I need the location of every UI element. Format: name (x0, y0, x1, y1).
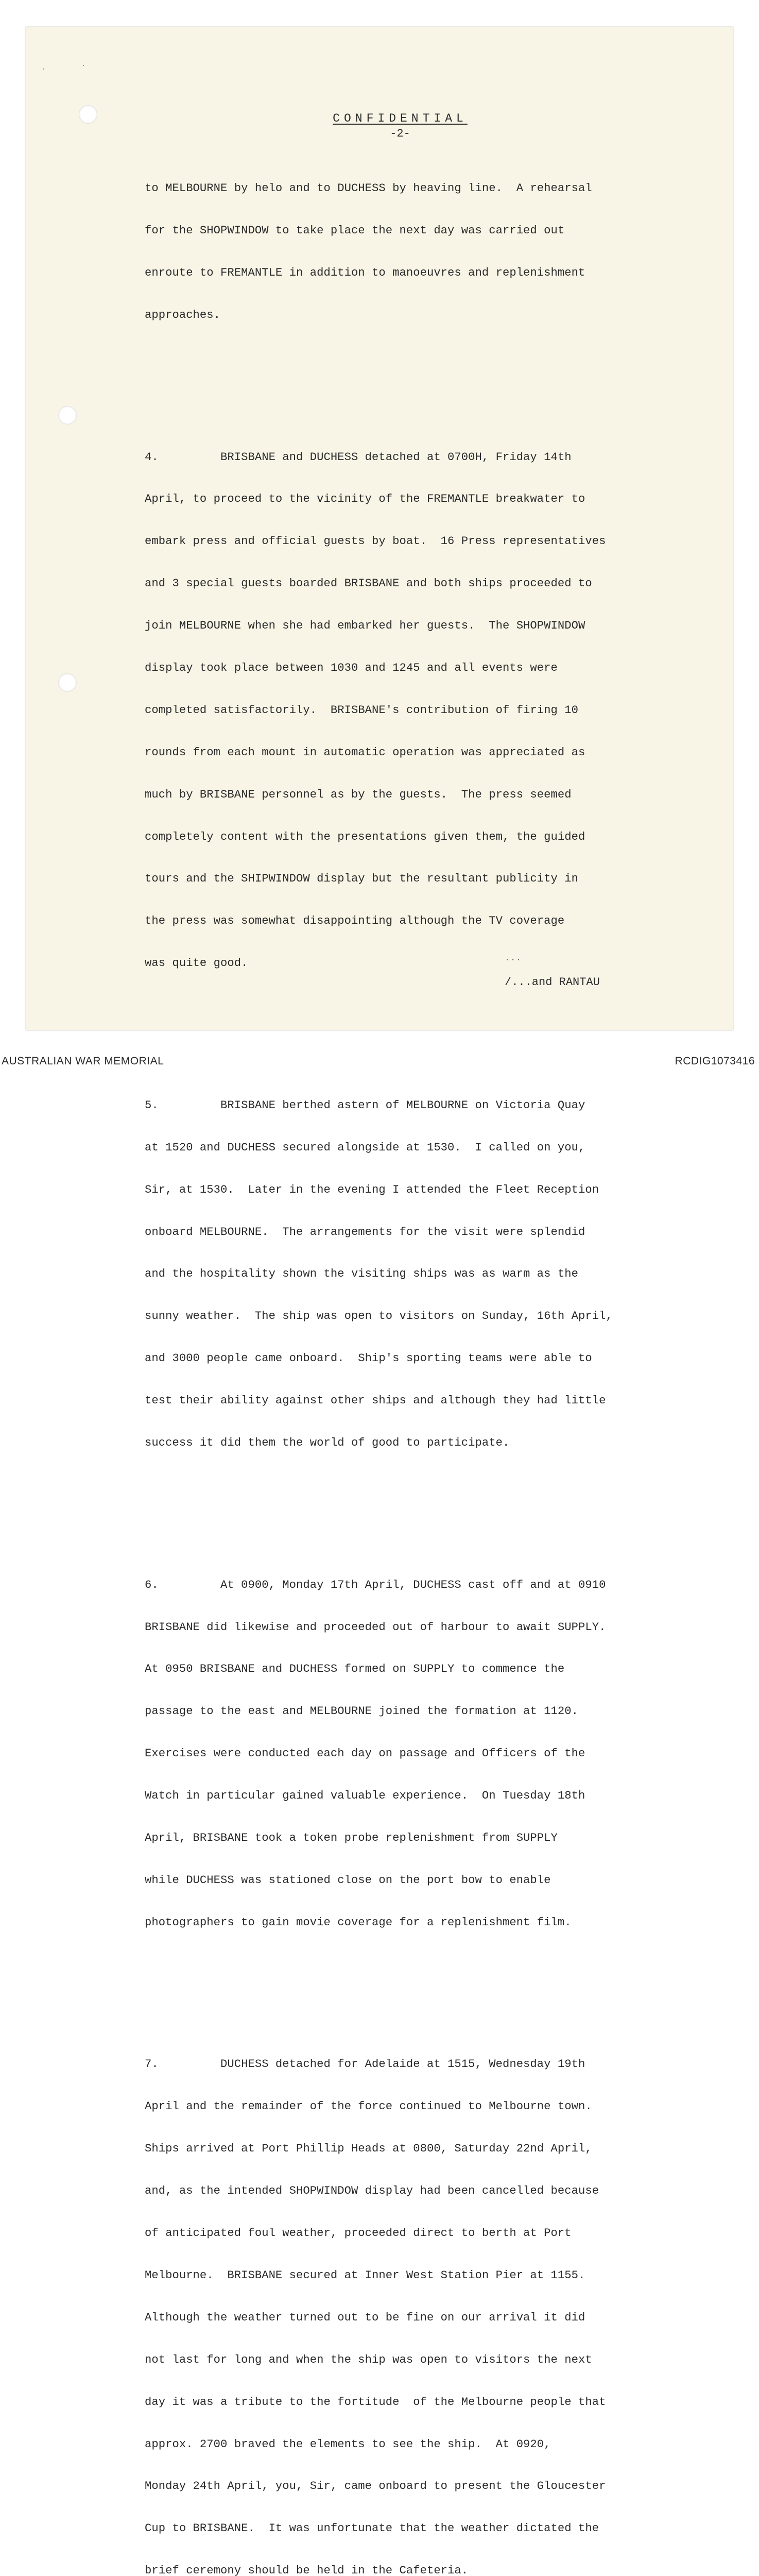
text-line: and, as the intended SHOPWINDOW display had been cancelled because (145, 2184, 599, 2198)
text-line: and the hospitality shown the visiting ships was as warm as the (145, 1267, 578, 1281)
text-line: of anticipated foul weather, proceeded direct to berth at Port (145, 2227, 572, 2240)
continuation-dots: ... (505, 953, 522, 963)
text-line: April, to proceed to the vicinity of the FREMANTLE breakwater to (145, 493, 585, 506)
text-line: and 3 special guests boarded BRISBANE and both ships proceeded to (145, 577, 592, 590)
text-line: April and the remainder of the force continued to Melbourne town. (145, 2100, 592, 2113)
text-line: 6. At 0900, Monday 17th April, DUCHESS cast off and at 0910 (145, 1578, 606, 1591)
paragraph-7 (145, 2029, 647, 2576)
text-line: BRISBANE did likewise and proceeded out of harbour to await SUPPLY. (145, 1620, 606, 1634)
text-line: passage to the east and MELBOURNE joined the formation at 1120. (145, 1705, 578, 1718)
text-line: Monday 24th April, you, Sir, came onboard to present the Gloucester (145, 2480, 606, 2493)
page-number: -2- (390, 127, 410, 140)
paragraph-6 (145, 1550, 647, 1958)
paragraph-4 (145, 422, 647, 998)
text-line: enroute to FREMANTLE in addition to manoeuvres and replenishment (145, 266, 585, 279)
text-line: while DUCHESS was stationed close on the port bow to enable (145, 1873, 551, 1887)
text-line: sunny weather. The ship was open to visitors on Sunday, 16th April, (145, 1310, 613, 1323)
text-line: display took place between 1030 and 1245 and all events were (145, 661, 558, 674)
text-line: Although the weather turned out to be fine on our arrival it did (145, 2311, 585, 2324)
punch-hole-middle (58, 406, 77, 425)
text-line: 7. DUCHESS detached for Adelaide at 1515, Wednesday 19th (145, 2058, 585, 2071)
document-body (145, 125, 647, 2576)
text-line: to MELBOURNE by helo and to DUCHESS by heaving line. A rehearsal (145, 182, 592, 195)
continuation-marker: /...and RANTAU (505, 976, 600, 989)
text-line: approaches. (145, 308, 221, 321)
text-line: was quite good. (145, 957, 248, 970)
text-line: Watch in particular gained valuable experience. On Tuesday 18th (145, 1789, 585, 1803)
text-line: at 1520 and DUCHESS secured alongside at 1530. I called on you, (145, 1141, 585, 1154)
paragraph-continued (145, 154, 647, 350)
text-line: and 3000 people came onboard. Ship's sporting teams were able to (145, 1352, 592, 1365)
text-line: At 0950 BRISBANE and DUCHESS formed on SUPPLY to commence the (145, 1663, 565, 1676)
text-line: 5. BRISBANE berthed astern of MELBOURNE on Victoria Quay (145, 1098, 585, 1112)
text-line: Ships arrived at Port Phillip Heads at 0800, Saturday 22nd April, (145, 2142, 592, 2156)
text-line: embark press and official guests by boat. 16 Press representatives (145, 535, 606, 548)
text-line: completed satisfactorily. BRISBANE's contribution of firing 10 (145, 703, 578, 717)
text-line: Sir, at 1530. Later in the evening I attended the Fleet Reception (145, 1183, 599, 1196)
archive-credit: AUSTRALIAN WAR MEMORIAL (2, 1055, 164, 1067)
text-line: much by BRISBANE personnel as by the guests. The press seemed (145, 788, 572, 801)
text-line: 4. BRISBANE and DUCHESS detached at 0700H, Friday 14th (145, 450, 572, 464)
text-line: join MELBOURNE when she had embarked her guests. The SHOPWINDOW (145, 619, 585, 633)
paper-speck: · (41, 65, 46, 74)
text-line: April, BRISBANE took a token probe replenishment from SUPPLY (145, 1832, 558, 1845)
text-line: tours and the SHIPWINDOW display but the resultant publicity in (145, 872, 578, 886)
text-line: success it did them the world of good to participate. (145, 1436, 510, 1450)
archive-reference-id: RCDIG1073416 (675, 1055, 755, 1067)
text-line: onboard MELBOURNE. The arrangements for the visit were splendid (145, 1225, 585, 1239)
text-line: completely content with the presentations given them, the guided (145, 830, 585, 843)
text-line: not last for long and when the ship was open to visitors the next (145, 2353, 592, 2366)
text-line: Exercises were conducted each day on passage and Officers of the (145, 1747, 585, 1760)
punch-hole-bottom (58, 673, 77, 692)
text-line: Cup to BRISBANE. It was unfortunate that the weather dictated the (145, 2522, 599, 2535)
text-line: the press was somewhat disappointing although the TV coverage (145, 914, 565, 928)
text-line: brief ceremony should be held in the Cafeteria. (145, 2564, 469, 2576)
text-line: for the SHOPWINDOW to take place the next day was carried out (145, 224, 565, 238)
text-line: Melbourne. BRISBANE secured at Inner West Station Pier at 1155. (145, 2268, 585, 2282)
text-line: photographers to gain movie coverage for a replenishment film. (145, 1916, 572, 1929)
paper-speck: · (81, 62, 86, 70)
text-line: rounds from each mount in automatic operation was appreciated as (145, 745, 585, 759)
classification-heading: CONFIDENTIAL (333, 112, 468, 125)
text-line: day it was a tribute to the fortitude of the Melbourne people that (145, 2395, 606, 2409)
text-line: approx. 2700 braved the elements to see the ship. At 0920, (145, 2437, 551, 2451)
text-line: test their ability against other ships and although they had little (145, 1394, 606, 1408)
paragraph-5 (145, 1070, 647, 1478)
